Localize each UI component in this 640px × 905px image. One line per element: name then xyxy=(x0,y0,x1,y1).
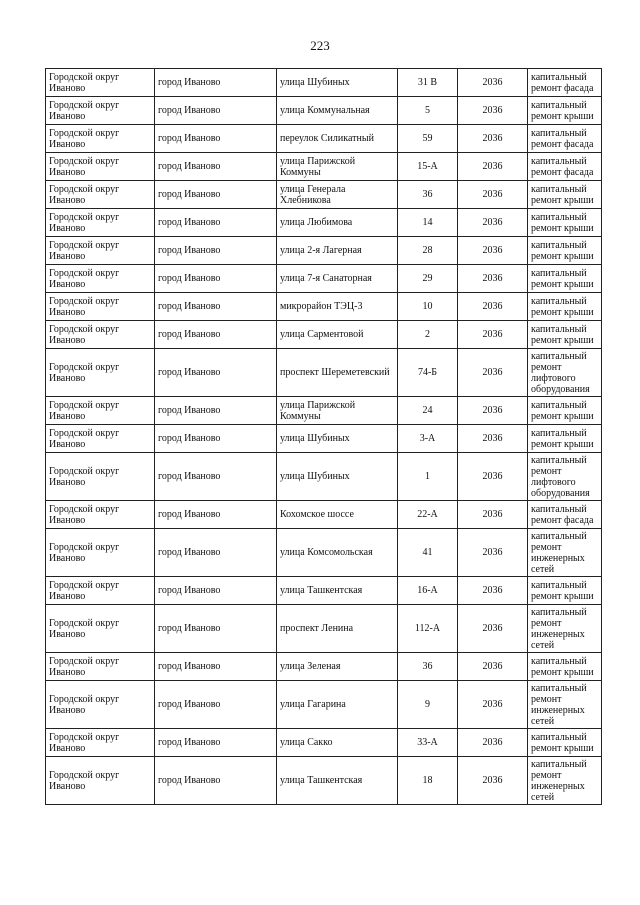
table-row xyxy=(46,529,602,577)
house-number-cell: 28 xyxy=(398,237,458,265)
house-number-cell: 9 xyxy=(398,681,458,729)
house-number-cell: 36 xyxy=(398,653,458,681)
year-cell: 2036 xyxy=(458,425,528,453)
year-cell: 2036 xyxy=(458,125,528,153)
district-cell: Городской округ Иваново xyxy=(46,181,155,209)
city-cell: город Иваново xyxy=(155,681,277,729)
year-cell: 2036 xyxy=(458,265,528,293)
table-row xyxy=(46,577,602,605)
district-cell: Городской округ Иваново xyxy=(46,69,155,97)
work-type-cell: капитальный ремонт крыши xyxy=(528,97,602,125)
street-cell: улица Шубиных xyxy=(277,453,398,501)
city-cell: город Иваново xyxy=(155,605,277,653)
city-cell: город Иваново xyxy=(155,125,277,153)
house-number-cell: 41 xyxy=(398,529,458,577)
table-row xyxy=(46,501,602,529)
street-cell: улица 2-я Лагерная xyxy=(277,237,398,265)
district-cell: Городской округ Иваново xyxy=(46,237,155,265)
city-cell: город Иваново xyxy=(155,265,277,293)
year-cell: 2036 xyxy=(458,653,528,681)
table-body xyxy=(46,69,602,805)
street-cell: улица Коммунальная xyxy=(277,97,398,125)
district-cell: Городской округ Иваново xyxy=(46,729,155,757)
district-cell: Городской округ Иваново xyxy=(46,97,155,125)
district-cell: Городской округ Иваново xyxy=(46,349,155,397)
work-type-cell: капитальный ремонт фасада xyxy=(528,153,602,181)
city-cell: город Иваново xyxy=(155,69,277,97)
city-cell: город Иваново xyxy=(155,453,277,501)
repair-schedule-table xyxy=(45,68,602,805)
house-number-cell: 16-А xyxy=(398,577,458,605)
district-cell: Городской округ Иваново xyxy=(46,209,155,237)
district-cell: Городской округ Иваново xyxy=(46,153,155,181)
year-cell: 2036 xyxy=(458,757,528,805)
table-row xyxy=(46,125,602,153)
table-row xyxy=(46,181,602,209)
city-cell: город Иваново xyxy=(155,153,277,181)
work-type-cell: капитальный ремонт инженерных сетей xyxy=(528,681,602,729)
year-cell: 2036 xyxy=(458,453,528,501)
table-row xyxy=(46,653,602,681)
district-cell: Городской округ Иваново xyxy=(46,425,155,453)
year-cell: 2036 xyxy=(458,321,528,349)
table-row xyxy=(46,237,602,265)
house-number-cell: 112-А xyxy=(398,605,458,653)
work-type-cell: капитальный ремонт лифтового оборудования xyxy=(528,349,602,397)
year-cell: 2036 xyxy=(458,681,528,729)
district-cell: Городской округ Иваново xyxy=(46,265,155,293)
year-cell: 2036 xyxy=(458,209,528,237)
district-cell: Городской округ Иваново xyxy=(46,501,155,529)
house-number-cell: 22-А xyxy=(398,501,458,529)
city-cell: город Иваново xyxy=(155,209,277,237)
work-type-cell: капитальный ремонт крыши xyxy=(528,425,602,453)
table-row xyxy=(46,757,602,805)
house-number-cell: 31 В xyxy=(398,69,458,97)
street-cell: улица Комсомольская xyxy=(277,529,398,577)
city-cell: город Иваново xyxy=(155,577,277,605)
street-cell: улица 7-я Санаторная xyxy=(277,265,398,293)
work-type-cell: капитальный ремонт инженерных сетей xyxy=(528,529,602,577)
street-cell: проспект Ленина xyxy=(277,605,398,653)
year-cell: 2036 xyxy=(458,349,528,397)
city-cell: город Иваново xyxy=(155,501,277,529)
table-row xyxy=(46,97,602,125)
work-type-cell: капитальный ремонт фасада xyxy=(528,69,602,97)
work-type-cell: капитальный ремонт крыши xyxy=(528,209,602,237)
work-type-cell: капитальный ремонт крыши xyxy=(528,293,602,321)
table-row xyxy=(46,425,602,453)
work-type-cell: капитальный ремонт крыши xyxy=(528,265,602,293)
work-type-cell: капитальный ремонт фасада xyxy=(528,501,602,529)
table-row xyxy=(46,321,602,349)
house-number-cell: 29 xyxy=(398,265,458,293)
house-number-cell: 15-А xyxy=(398,153,458,181)
work-type-cell: капитальный ремонт крыши xyxy=(528,181,602,209)
city-cell: город Иваново xyxy=(155,425,277,453)
table-row xyxy=(46,69,602,97)
table-row xyxy=(46,153,602,181)
city-cell: город Иваново xyxy=(155,757,277,805)
year-cell: 2036 xyxy=(458,69,528,97)
work-type-cell: капитальный ремонт крыши xyxy=(528,653,602,681)
work-type-cell: капитальный ремонт крыши xyxy=(528,729,602,757)
house-number-cell: 74-Б xyxy=(398,349,458,397)
street-cell: улица Сарментовой xyxy=(277,321,398,349)
year-cell: 2036 xyxy=(458,501,528,529)
street-cell: улица Зеленая xyxy=(277,653,398,681)
district-cell: Городской округ Иваново xyxy=(46,605,155,653)
district-cell: Городской округ Иваново xyxy=(46,397,155,425)
table-row xyxy=(46,397,602,425)
city-cell: город Иваново xyxy=(155,529,277,577)
table-row xyxy=(46,453,602,501)
work-type-cell: капитальный ремонт крыши xyxy=(528,237,602,265)
work-type-cell: капитальный ремонт инженерных сетей xyxy=(528,757,602,805)
year-cell: 2036 xyxy=(458,97,528,125)
year-cell: 2036 xyxy=(458,605,528,653)
street-cell: улица Гагарина xyxy=(277,681,398,729)
year-cell: 2036 xyxy=(458,153,528,181)
work-type-cell: капитальный ремонт лифтового оборудования xyxy=(528,453,602,501)
year-cell: 2036 xyxy=(458,729,528,757)
house-number-cell: 14 xyxy=(398,209,458,237)
house-number-cell: 10 xyxy=(398,293,458,321)
house-number-cell: 59 xyxy=(398,125,458,153)
house-number-cell: 24 xyxy=(398,397,458,425)
street-cell: улица Парижской Коммуны xyxy=(277,397,398,425)
table-row xyxy=(46,265,602,293)
district-cell: Городской округ Иваново xyxy=(46,529,155,577)
table-row xyxy=(46,349,602,397)
street-cell: улица Любимова xyxy=(277,209,398,237)
work-type-cell: капитальный ремонт крыши xyxy=(528,577,602,605)
city-cell: город Иваново xyxy=(155,237,277,265)
district-cell: Городской округ Иваново xyxy=(46,453,155,501)
district-cell: Городской округ Иваново xyxy=(46,653,155,681)
work-type-cell: капитальный ремонт крыши xyxy=(528,397,602,425)
city-cell: город Иваново xyxy=(155,97,277,125)
street-cell: улица Шубиных xyxy=(277,69,398,97)
district-cell: Городской округ Иваново xyxy=(46,125,155,153)
city-cell: город Иваново xyxy=(155,181,277,209)
table-row xyxy=(46,209,602,237)
street-cell: Кохомское шоссе xyxy=(277,501,398,529)
year-cell: 2036 xyxy=(458,237,528,265)
table-row xyxy=(46,729,602,757)
year-cell: 2036 xyxy=(458,577,528,605)
work-type-cell: капитальный ремонт фасада xyxy=(528,125,602,153)
work-type-cell: капитальный ремонт инженерных сетей xyxy=(528,605,602,653)
house-number-cell: 33-А xyxy=(398,729,458,757)
year-cell: 2036 xyxy=(458,293,528,321)
house-number-cell: 5 xyxy=(398,97,458,125)
district-cell: Городской округ Иваново xyxy=(46,681,155,729)
work-type-cell: капитальный ремонт крыши xyxy=(528,321,602,349)
street-cell: микрорайон ТЭЦ-3 xyxy=(277,293,398,321)
street-cell: улица Шубиных xyxy=(277,425,398,453)
year-cell: 2036 xyxy=(458,181,528,209)
city-cell: город Иваново xyxy=(155,349,277,397)
table-row xyxy=(46,605,602,653)
district-cell: Городской округ Иваново xyxy=(46,577,155,605)
street-cell: улица Парижской Коммуны xyxy=(277,153,398,181)
city-cell: город Иваново xyxy=(155,321,277,349)
street-cell: улица Генерала Хлебникова xyxy=(277,181,398,209)
street-cell: переулок Силикатный xyxy=(277,125,398,153)
house-number-cell: 36 xyxy=(398,181,458,209)
house-number-cell: 1 xyxy=(398,453,458,501)
district-cell: Городской округ Иваново xyxy=(46,321,155,349)
street-cell: проспект Шереметевский xyxy=(277,349,398,397)
table-row xyxy=(46,293,602,321)
street-cell: улица Ташкентская xyxy=(277,577,398,605)
house-number-cell: 2 xyxy=(398,321,458,349)
year-cell: 2036 xyxy=(458,397,528,425)
house-number-cell: 18 xyxy=(398,757,458,805)
street-cell: улица Ташкентская xyxy=(277,757,398,805)
district-cell: Городской округ Иваново xyxy=(46,293,155,321)
city-cell: город Иваново xyxy=(155,397,277,425)
city-cell: город Иваново xyxy=(155,729,277,757)
year-cell: 2036 xyxy=(458,529,528,577)
street-cell: улица Сакко xyxy=(277,729,398,757)
city-cell: город Иваново xyxy=(155,293,277,321)
table-row xyxy=(46,681,602,729)
page-number: 223 xyxy=(310,38,330,53)
city-cell: город Иваново xyxy=(155,653,277,681)
house-number-cell: 3-А xyxy=(398,425,458,453)
district-cell: Городской округ Иваново xyxy=(46,757,155,805)
